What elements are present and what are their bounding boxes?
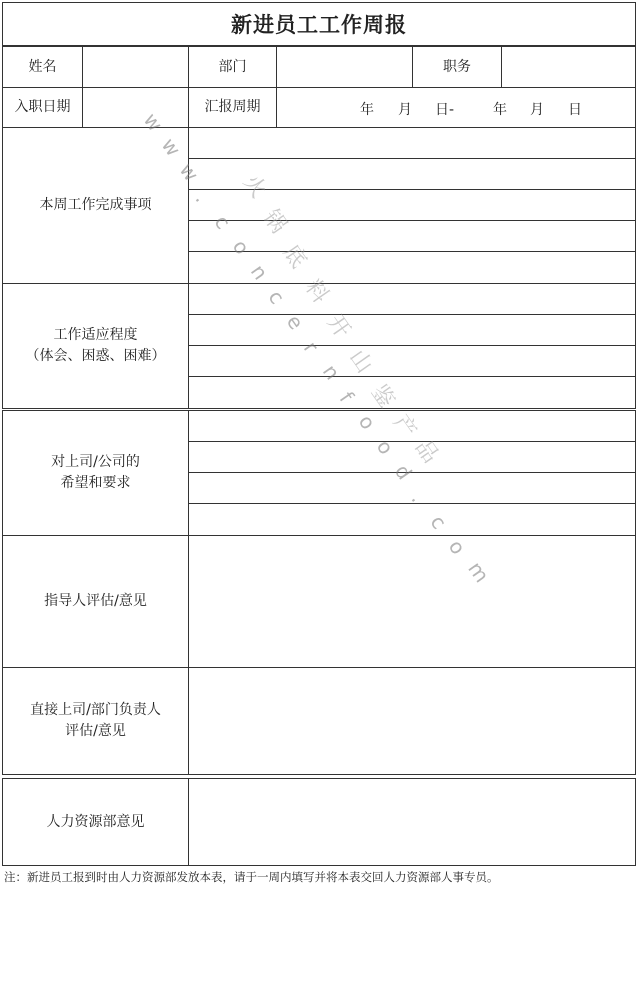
- position-field[interactable]: [501, 46, 636, 88]
- footnote: 注：新进员工报到时由人力资源部发放本表，请于一周内填写并将本表交回人力资源部人事专员。: [4, 870, 499, 884]
- mentor-label: 指导人评估/意见: [2, 535, 189, 668]
- ruled-line: [188, 314, 636, 315]
- watermark-char: r: [298, 336, 324, 358]
- ruled-line: [188, 503, 636, 504]
- ruled-line: [188, 376, 636, 377]
- join-date-label: 入职日期: [2, 87, 83, 128]
- ruled-line: [188, 441, 636, 442]
- watermark-char: o: [227, 235, 255, 259]
- ruled-line: [188, 345, 636, 346]
- watermark-char: w: [138, 108, 168, 136]
- watermark-char: n: [245, 259, 273, 285]
- start-month-text: 月: [398, 102, 412, 118]
- form-title: 新进员工工作周报: [2, 2, 636, 46]
- watermark-char: c: [425, 510, 452, 534]
- watermark-char: o: [443, 535, 471, 559]
- watermark-char: m: [463, 557, 495, 587]
- watermark-char: 开: [321, 310, 355, 343]
- expectations-label-line2: 希望和要求: [60, 475, 131, 491]
- end-month-text: 月: [530, 102, 544, 118]
- name-label: 姓名: [2, 46, 83, 88]
- watermark-char: w: [174, 158, 204, 186]
- ruled-line: [188, 220, 636, 221]
- end-day-text: 日: [568, 102, 582, 118]
- supervisor-label: [2, 667, 189, 775]
- watermark-char: d: [389, 459, 417, 485]
- hr-field[interactable]: [188, 778, 636, 866]
- dept-label: 部门: [188, 46, 277, 88]
- adaptation-label-line1: 工作适应程度: [53, 327, 138, 343]
- watermark-char: 品: [409, 435, 443, 468]
- watermark-char: 鉴: [365, 380, 399, 413]
- start-day-text: 日-: [435, 102, 455, 118]
- watermark-char: 底: [277, 240, 311, 273]
- dept-field[interactable]: [276, 46, 413, 88]
- completed-label: 本周工作完成事项: [2, 127, 189, 284]
- supervisor-field[interactable]: [188, 667, 636, 775]
- position-label: 职务: [412, 46, 502, 88]
- watermark-char: c: [209, 210, 236, 234]
- watermark-char: f: [334, 387, 359, 407]
- watermark-char: e: [281, 310, 309, 334]
- adaptation-label: [2, 283, 189, 409]
- expectations-label-line1: 对上司/公司的: [51, 454, 140, 470]
- watermark-char: w: [156, 133, 186, 161]
- watermark-char: 产: [387, 410, 421, 443]
- ruled-line: [188, 158, 636, 159]
- completed-field[interactable]: [188, 127, 636, 284]
- start-year-text: 年: [360, 102, 374, 118]
- adaptation-label-line2: （体会、困惑、困难）: [25, 348, 166, 364]
- mentor-field[interactable]: [188, 535, 636, 668]
- watermark-char: o: [371, 435, 399, 459]
- end-year-text: 年: [493, 102, 507, 118]
- name-field[interactable]: [82, 46, 189, 88]
- watermark-char: n: [317, 359, 345, 385]
- watermark-char: o: [353, 410, 381, 434]
- watermark-char: c: [263, 285, 290, 309]
- watermark-char: 火: [237, 170, 271, 203]
- ruled-line: [188, 189, 636, 190]
- supervisor-label-line1: 直接上司/部门负责人: [30, 702, 161, 718]
- ruled-line: [188, 251, 636, 252]
- watermark-char: .: [406, 487, 430, 507]
- period-field[interactable]: [276, 87, 636, 128]
- hr-label: 人力资源部意见: [2, 778, 189, 866]
- expectations-field[interactable]: [188, 410, 636, 536]
- adaptation-field[interactable]: [188, 283, 636, 409]
- watermark-char: 锅: [257, 205, 291, 238]
- supervisor-label-line2: 评估/意见: [65, 723, 126, 739]
- join-date-field[interactable]: [82, 87, 189, 128]
- ruled-line: [188, 472, 636, 473]
- watermark-char: 料: [299, 275, 333, 308]
- watermark-char: 山: [343, 345, 377, 378]
- watermark-char: .: [190, 187, 214, 207]
- expectations-label: [2, 410, 189, 536]
- period-label: 汇报周期: [188, 87, 277, 128]
